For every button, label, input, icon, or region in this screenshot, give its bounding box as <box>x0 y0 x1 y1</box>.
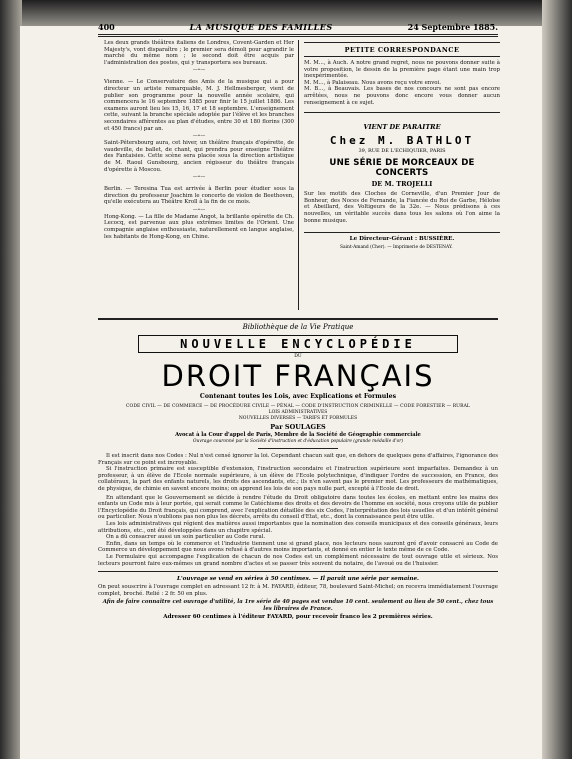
correspondence-palaiseau: M. M..., à Palaiseau. Nous avons reçu votre envoi. <box>304 79 441 86</box>
first-series-offer: Afin de faire connaître cet ouvrage d'utilité, la 1re série de 40 pages est vendue 10 cent. seulement au lieu de 50 cent., chez tous les libraires de France. <box>102 599 494 612</box>
news-hong-kong: Hong-Kong. — La fille de Madame Angot, la brillante opérette de Ch. Lecocq, est parvenue aux plus extrêmes limites de l'Orient. Une compagnie anglaise enthousiaste, naturellement en langue anglaise, les habitants de Hong-Kong, en Chine. <box>104 213 294 240</box>
news-vienna: Vienne. — Le Conservatoire des Amis de la musique qui a pour directeur un artiste remarquable, M. J. Hellmesberger, vient de publier son programme pour la nouvelle année scolaire, qui commencera le 16 septembre 1885 pour finir le 15 juillet 1886. Les examens auront lieu les 15, 16, 17 et 18 septembre. L'enseignement cette, suivant la branche spéciale adoptée par l'élève et les branches secondaires afférentes au plan d'études, entre 30 et 180 florins (300 et 450 francs) par an. <box>104 79 294 132</box>
award-note: Ouvrage couronné par la Société d'instruction et d'éducation populaire (grande médaille d'or) <box>192 439 404 444</box>
sale-terms: L'ouvrage se vend en séries à 50 centimes. — Il paraît une série par semaine. <box>177 576 419 583</box>
encyclopedia-advertisement <box>98 323 498 620</box>
encyclopedia-title: NOUVELLE ENCYCLOPÉDIE <box>180 337 416 351</box>
header-rule <box>98 34 498 35</box>
correspondence-beauvais: M. B..., à Beauvais. Les bases de nos concours ne sont pas encore arrêtées, nous ne pouvons donc encore vous donner aucun renseignement à ce sujet. <box>304 86 500 106</box>
imprimerie: Saint-Amand (Cher). — Imprimerie de DESTENAY. <box>340 245 453 251</box>
header-rule-2 <box>98 36 498 37</box>
ad-paragraph-6: Enfin, dans un temps où le commerce et l'industrie tiennent une si grand place, nos lecteurs nous sauront gré d'avoir consacré au Code de Commerce un développement que nous avons refusé à d'autres moins importants, et donné en entier le texte même de ce Code. <box>98 540 498 554</box>
scan-border-right <box>542 0 572 759</box>
scan-border-left <box>0 0 22 759</box>
order-instructions: Adresser 60 centimes à l'éditeur FAYARD, pour recevoir franco les 2 premières séries. <box>163 614 433 621</box>
ad-paragraph-3: En attendant que le Gouvernement se décide à rendre l'étude du Droit obligatoire dans toutes les écoles, en mettant entre les mains des enfants un Code mis à leur portée, qui serait comme le Catéchisme des droits et des devoirs de l'homme en société, nous croyons utile de publier l'Encyclopédie du Droit français, qui comprend, avec l'explication détaillée des six Codes, l'interprétation des lois usuelles et d'un intérêt général ou particulier. Nous n'oublions pas non plus les décrets, arrêts du conseil d'Etat, etc., dont la connaissance peut être utile. <box>98 494 498 521</box>
publisher-address: 39, RUE DE L'ECHIQUIER, PARIS <box>358 148 446 155</box>
vient-de-paraitre: VIENT DE PARAITRE <box>363 123 441 132</box>
codes-list-2: LOIS ADMINISTRATIVES <box>268 410 328 415</box>
page-header <box>98 22 498 32</box>
petite-correspondance-title: PETITE CORRESPONDANCE <box>344 46 460 54</box>
author: Par SOULAGES <box>270 423 326 431</box>
author-credentials: Avocat à la Cour d'appel de Paris, Membre de la Société de Géographie commerciale <box>175 432 421 438</box>
droit-francais-title: DROIT FRANÇAIS <box>161 359 435 393</box>
journal-title: LA MUSIQUE DES FAMILLES <box>189 22 333 32</box>
news-london: Les deux grands théâtres italiens de Londres, Covent-Garden et Her Majesty's, vont disparaître ; le premier sera démoli pour agrandir le marché du même nom ; le second doit être acquis par l'administration des postes, qui y transportera ses bureaux. <box>104 40 294 66</box>
encyclopedia-subtitle: Contenant toutes les Lois, avec Explications et Formules <box>199 393 397 400</box>
right-column <box>304 42 500 250</box>
directeur-gerant: Le Directeur-Gérant : BUSSIÈRE. <box>349 236 455 243</box>
column-divider <box>298 40 299 310</box>
correspondence-auch: M. M..., à Auch. A notre grand regret, nous ne pouvons donner suite à votre proposition, le dessin de la première page étant une main trop inexpérimentée. <box>304 60 500 80</box>
concert-series-title: UNE SÉRIE DE MORCEAUX DE CONCERTS <box>329 158 475 179</box>
news-saint-petersburg: Saint-Pétersbourg aura, cet hiver, un théâtre français d'opérette, de vaudeville, de ballet, de chant, qui prendra pour enseigne Théâtre des Fantaisies. Cette scène sera placée sous la direction artistique de M. Raoul Gunsbourg, ancien régisseur du théâtre français d'opérette à Moscou. <box>104 140 294 173</box>
ad-paragraph-4: Les lois administratives qui régient des matières aussi importantes que la nomination des conseils municipaux et des conseils généraux, leurs attributions, etc., ont été développées dans un chapitre spécial. <box>98 520 498 534</box>
subscription-terms: On peut souscrire à l'ouvrage complet en adressant 12 fr. à M. FAYARD, éditeur, 78, boulevard Saint-Michel; on recevra immédiatement l'ouvrage complet, broché. Relié : 2 fr. 50 en plus. <box>98 584 498 597</box>
section-rule <box>98 318 498 320</box>
composer-name: DE M. TROJELLI <box>371 180 433 189</box>
ad-paragraph-2: Si l'instruction primaire est susceptible d'extension, l'instruction secondaire et l'instruction supérieure sont imparfaites. Demandez à un professeur, à un élève de l'Ecole normale supérieure, à un élève de l'Ecole polytechnique, d'indiquer l'ordre de succession, en France, des collatéraux, la part des enfants naturels, les droits des ascendants, etc.; ils n'en savent pas le premier mot. Les professeurs de mathématiques, de physique, de chimie en savent encore moins; on apprend les lois de son pays nulle part, excepté à l'Ecole de droit. <box>98 466 498 492</box>
ad-paragraph-7: Le Formulaire qui accompagne l'explication de chacun de nos Codes est un complément nécessaire de tout ouvrage utile et sérieux. Nos lecteurs pourront faire eux-mêmes un grand nombre d'actes et se passer très souvent du notaire, de l'avoué ou de l'huissier. <box>98 553 498 567</box>
issue-date: 24 Septembre 1885. <box>407 22 498 32</box>
ad-paragraph-5: On a dû consacrer aussi un soin particulier au Code rural. <box>106 534 266 541</box>
publisher-name: Chez M. BATHLOT <box>329 134 475 148</box>
news-berlin: Berlin. — Teresina Tua est arrivée à Berlin pour étudier sous la direction du professeur Joachim le concerto de violon de Beethoven, qu'elle exécutera au Théâtre Kroll à la fin de ce mois. <box>104 186 294 206</box>
title-du: DU <box>294 354 302 359</box>
codes-list: CODE CIVIL — DE COMMERCE — DE PROCÉDURE CIVILE — PÉNAL — CODE D'INSTRUCTION CRIMINELLE — CODE FORESTIER — RURAL <box>125 404 471 409</box>
title-frame <box>138 335 458 353</box>
codes-list-3: NOUVELLES DIVERSES — TARIFS ET FORMULES <box>238 416 358 421</box>
concert-description: Sur les motifs des Cloches de Corneville, d'un Premier Jour de Bonheur, des Noces de Fernande, la Fiancée du Roi de Garbe, Héloïse et Abeillard, des Voltigeurs de la 32e. — Nous prédisons à ces nouvelles, un véritable succès dans tous les salons où l'on aime la bonne musique. <box>304 191 500 224</box>
page-number: 400 <box>98 22 115 32</box>
library-name: Bibliothèque de la Vie Pratique <box>242 323 354 331</box>
left-column: Les deux grands théâtres italiens de Londres, Covent-Garden et Her Majesty's, vont disparaître ; le premier sera démoli pour agrandir le marché du même nom ; le second doit être acquis par l'administration des postes, qui y transportera ses bureaux. —∘— Vienne. — Le Conservatoire des Amis de la musique qui a pour directeur un artiste remarquable, M. J. Hellmesberger, vient de publier son programme pour la nouvelle année scolaire, qui commencera le 16 septembre 1885 pour finir le 15 juillet 1886. Les examens auront lieu les 15, 16, 17 et 18 septembre. L'enseignement cette, suivant la branche spéciale adoptée par l'élève et les branches secondaires afférentes au plan d'études, entre 30 et 180 florins (300 et 450 francs) par an. —∘— Saint-Pétersbourg aura, cet hiver, un théâtre français d'opérette, de vaudeville, de ballet, de chant, qui prendra pour enseigne Théâtre des Fantaisies. Cette scène sera placée sous la direction artistique de M. Raoul Gunsbourg, ancien régisseur du théâtre français d'opérette à Moscou. —∘— Berlin. — Teresina Tua est arrivée à Berlin pour étudier sous la direction du professeur Joachim le concerto de violon de Beethoven, qu'elle exécutera au Théâtre Kroll à la fin de ce mois. —∘— Hong-Kong. — La fille de Madame Angot, la brillante opérette de Ch. Lecocq, est parvenue aux plus extrêmes limites de l'Orient. Une compagnie anglaise enthousiaste, naturellement en langue anglaise, les habitants de Hong-Kong, en Chine. <box>104 40 294 240</box>
ad-paragraph-1: Il est inscrit dans nos Codes : Nul n'est censé ignorer la loi. Cependant chacun sait que, en dehors de quelques gens d'affaires, l'ignorance des Français sur ce point est incroyable. <box>98 453 498 466</box>
